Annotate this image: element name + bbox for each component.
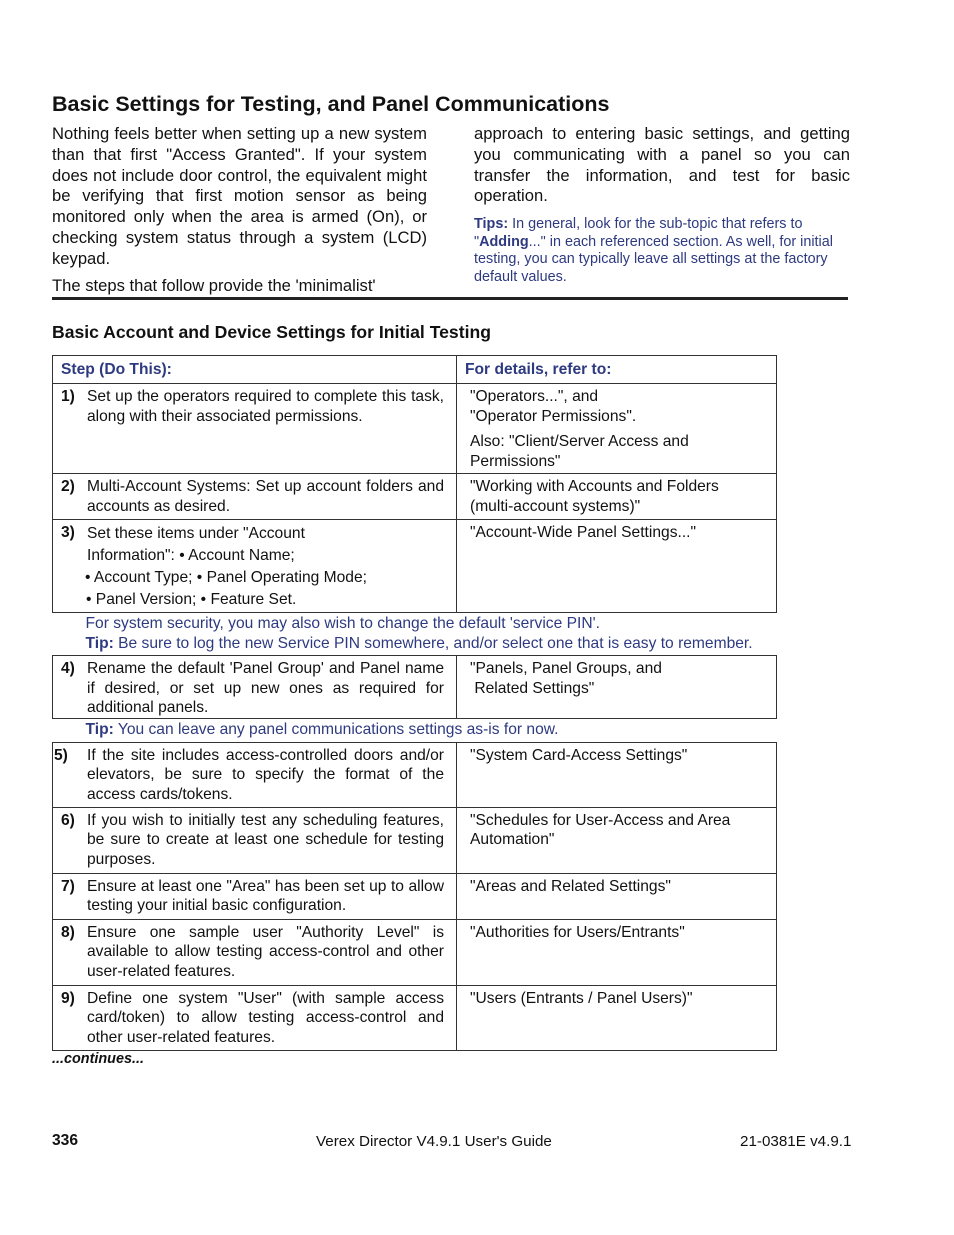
reference-text: "Operators...", and: [470, 388, 599, 405]
note-row: [53, 613, 777, 656]
table-row: [53, 656, 777, 719]
note-text: You can leave any panel communications settings as-is for now.: [113, 721, 559, 738]
tip-bold-word: Adding: [479, 233, 529, 250]
tip-label: Tips:: [474, 216, 509, 233]
step-number: 6): [61, 811, 75, 829]
table-row: [53, 520, 777, 613]
tip-text: In general, look for the sub-topic that refers to ": [474, 216, 803, 250]
footer-document-code: 21-0381E v4.9.1: [740, 1133, 852, 1150]
reference-text: "Schedules for User-Access and Area Automation": [470, 811, 731, 848]
reference-text: "Panels, Panel Groups, and: [470, 660, 662, 677]
step-text: Define one system "User" (with sample access card/token) to allow testing access-control and other user-related features.: [87, 989, 444, 1046]
intro-paragraph: Nothing feels better when setting up a new system than that first "Access Granted". If your system does not include door control, the equivalent might be verifying that first motion sensor as being monitored only when the area is armed (On), or checking system status through a system (LCD) keypad.: [52, 124, 427, 268]
tip-label: Tip:: [85, 634, 114, 652]
reference-text: "Working with Accounts and Folders (multi-account systems)": [470, 478, 719, 515]
intro-paragraph-2-start: The steps that follow provide the 'minimalist': [52, 275, 376, 295]
table-row: [53, 384, 777, 474]
reference-text: Related Settings": [470, 679, 595, 697]
step-number: 8): [61, 923, 75, 941]
step-text: Set these items under "Account: [87, 525, 305, 542]
step-text: Ensure one sample user "Authority Level" is available to allow testing access-control and other user-related features.: [87, 923, 444, 980]
step-text: If you wish to initially test any scheduling features, be sure to create at least one schedule for testing purposes.: [87, 811, 444, 868]
footer-title: Verex Director V4.9.1 User's Guide: [316, 1133, 552, 1150]
step-text: • Account Type; • Panel Operating Mode;: [85, 569, 367, 586]
reference-text: Also: "Client/Server Access and Permissions": [470, 433, 689, 470]
header-reference: For details, refer to:: [457, 356, 777, 384]
note-row: [53, 719, 777, 743]
footer-page-number: 336: [52, 1132, 79, 1149]
step-text: Set up the operators required to complete this task, along with their associated permissions.: [87, 388, 444, 425]
step-number: 1): [61, 388, 75, 405]
table-row: [53, 919, 777, 985]
reference-text: "Operator Permissions".: [470, 407, 637, 425]
continues-label: ...continues...: [52, 1051, 144, 1067]
reference-text: "Account-Wide Panel Settings...": [470, 524, 697, 541]
intro-paragraph-2-end: approach to entering basic settings, and getting you communicating with a panel so you can transfer the information, and test for basic operation.: [474, 124, 850, 206]
table-row: [53, 474, 777, 520]
step-text: If the site includes access-controlled doors and/or elevators, be sure to specify the format of the access cards/tokens.: [87, 746, 444, 803]
tip-text-end: ..." in each referenced section. As well, for initial testing, you can typically leave all settings at the factory default values.: [474, 233, 833, 285]
step-text: Rename the default 'Panel Group' and Panel name if desired, or set up new ones as required for additional panels.: [87, 660, 444, 716]
table-row: [53, 985, 777, 1050]
step-text: Multi-Account Systems: Set up account folders and accounts as desired.: [87, 478, 444, 515]
step-text: Ensure at least one "Area" has been set up to allow testing your initial basic configuration.: [87, 877, 444, 914]
step-text: Information": • Account Name;: [87, 547, 295, 564]
reference-text: "System Card-Access Settings": [470, 746, 688, 764]
tip-label: Tip:: [85, 721, 114, 738]
intro-column-right: [474, 124, 850, 286]
section-divider: [52, 297, 848, 300]
section-title: Basic Account and Device Settings for Initial Testing: [52, 322, 491, 342]
intro-column-left: [52, 124, 427, 296]
table-header-row: [53, 356, 777, 384]
intro-tip: [474, 216, 850, 286]
step-number: 7): [61, 877, 75, 895]
table-row: [53, 742, 777, 807]
table-row: [53, 807, 777, 873]
step-number: 9): [61, 989, 75, 1007]
table-row: [53, 873, 777, 919]
reference-text: "Authorities for Users/Entrants": [470, 923, 685, 941]
step-number: 4): [61, 660, 75, 677]
step-number: 5): [54, 746, 68, 764]
steps-table: [52, 355, 777, 1051]
note-text: Be sure to log the new Service PIN somewhere, and/or select one that is easy to remember.: [113, 634, 753, 652]
header-step: Step (Do This):: [53, 356, 457, 384]
reference-text: "Users (Entrants / Panel Users)": [470, 989, 693, 1007]
reference-text: "Areas and Related Settings": [470, 877, 671, 895]
step-number: 2): [61, 478, 75, 495]
note-text: For system security, you may also wish to change the default 'service PIN'.: [85, 615, 600, 632]
step-number: 3): [61, 524, 75, 541]
page-title: Basic Settings for Testing, and Panel Communications: [52, 92, 610, 116]
step-text: • Panel Version; • Feature Set.: [86, 591, 297, 608]
